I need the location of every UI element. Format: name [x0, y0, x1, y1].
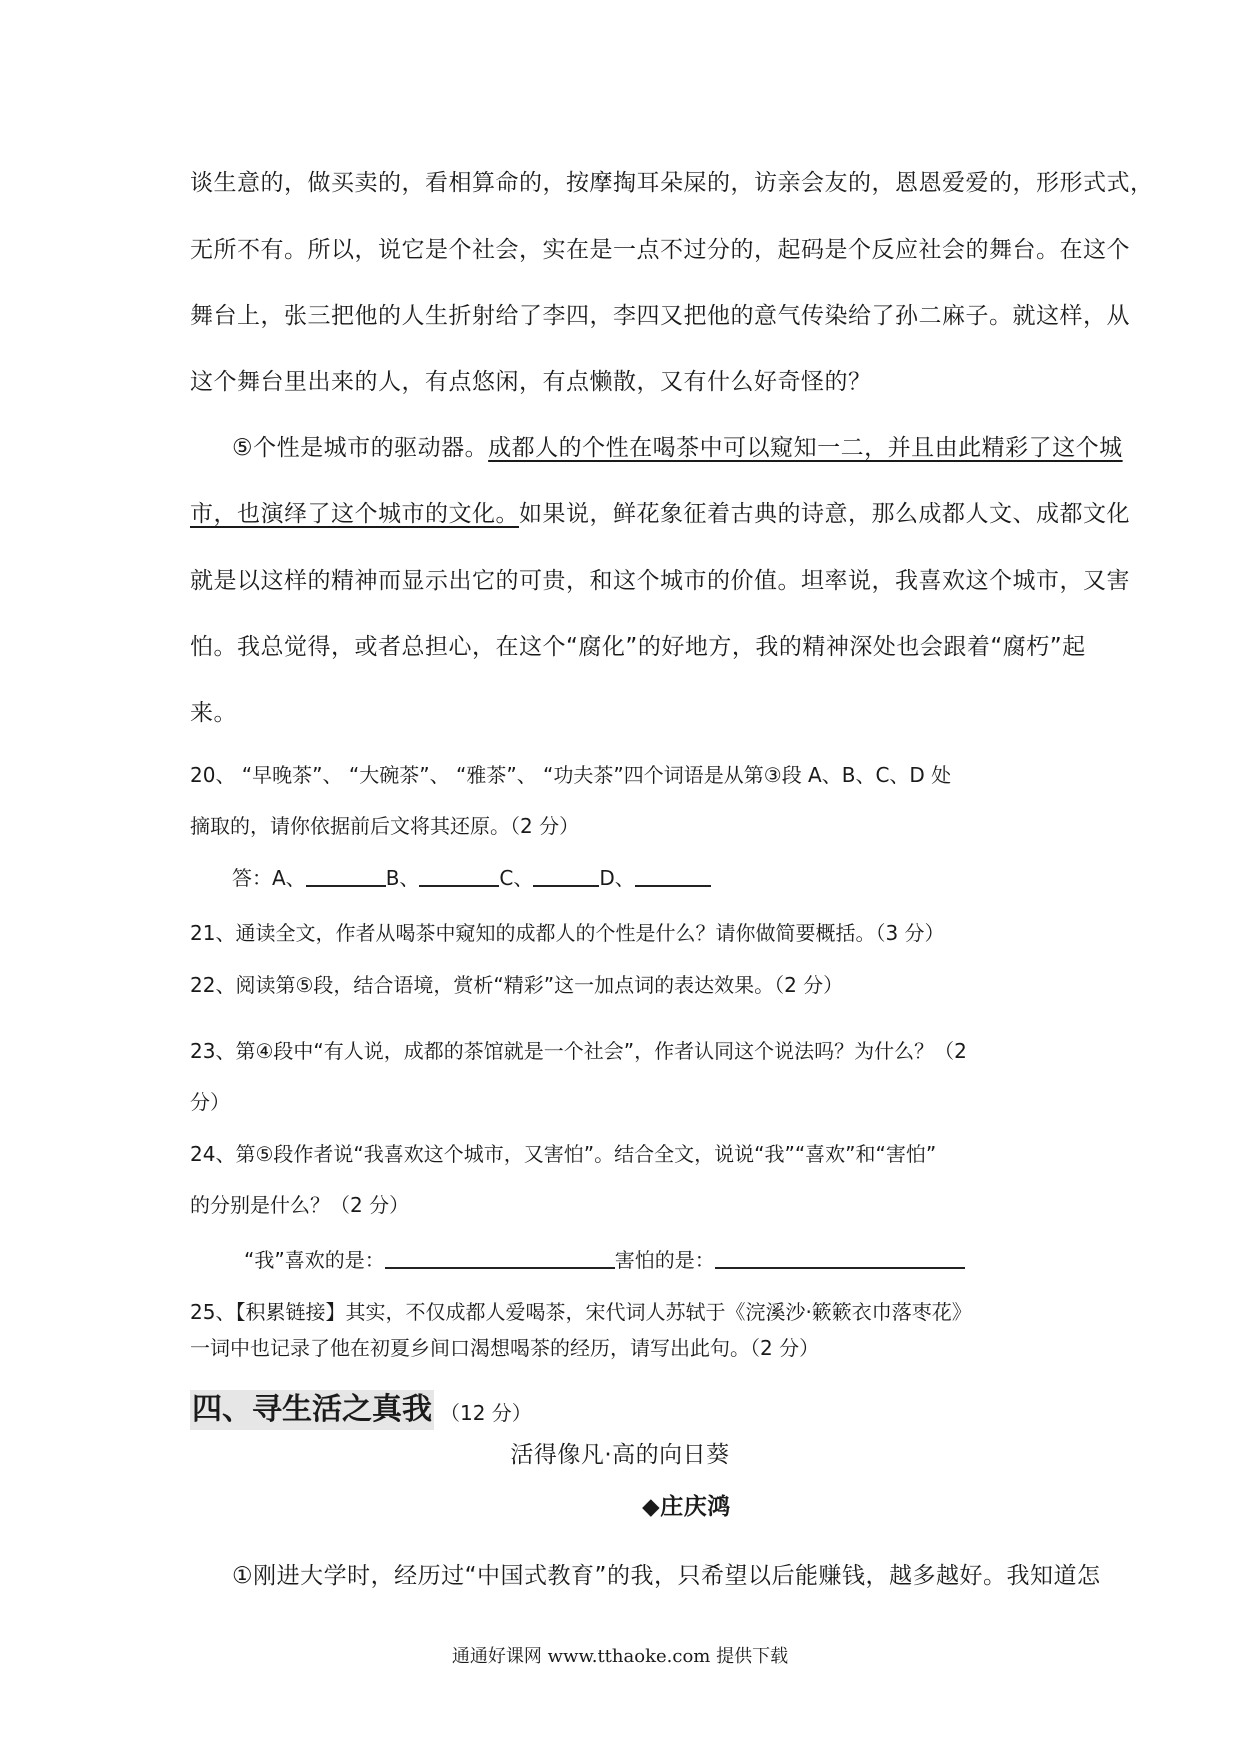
article-author: ◆庄庆鸿: [642, 1494, 731, 1520]
like-label: “我”喜欢的是：: [244, 1248, 385, 1272]
question-21: 21、通读全文，作者从喝茶中窥知的成都人的个性是什么？请你做简要概括。（3 分）: [190, 921, 945, 945]
answer-blank-b[interactable]: [419, 863, 499, 887]
underlined-sentence-end: 市，也演绎了这个城市的文化。: [190, 501, 519, 527]
answer-blank-a[interactable]: [306, 863, 386, 887]
answer-prefix: 答：: [232, 866, 272, 890]
paragraph-5-line-2: [190, 499, 1130, 529]
page-footer: 通通好课网 www.tthaoke.com 提供下载: [451, 1646, 789, 1667]
passage-line: 谈生意的，做买卖的，看相算命的，按摩掏耳朵屎的，访亲会友的，恩恩爱爱的，形形式式，: [190, 170, 1154, 196]
answer-blank-d[interactable]: [635, 863, 711, 887]
article-first-line: ①刚进大学时，经历过“中国式教育”的我，只希望以后能赚钱，越多越好。我知道怎: [232, 1563, 1101, 1589]
passage-line: 舞台上，张三把他的人生折射给了李四，李四又把他的意气传染给了孙二麻子。就这样，从: [190, 303, 1130, 329]
fear-label: 害怕的是：: [614, 1248, 715, 1272]
question-20-cont: 摘取的，请你依据前后文将其还原。（2 分）: [190, 814, 580, 838]
question-25: 25、【积累链接】其实，不仅成都人爱喝茶，宋代词人苏轼于《浣溪沙·簌簌衣巾落枣花》: [190, 1300, 972, 1324]
question-25-cont: 一词中也记录了他在初夏乡间口渴想喝茶的经历，请写出此句。（2 分）: [190, 1336, 820, 1360]
fear-blank[interactable]: [715, 1245, 965, 1269]
paragraph-5-line-1: [232, 433, 1123, 463]
underlined-sentence: 成都人的个性在喝茶中可以窥知一二，并且由此精彩了这个城: [488, 435, 1123, 461]
answer-label-b: B、: [385, 866, 420, 890]
answer-label-a: A、: [272, 866, 306, 890]
section-title: 四、寻生活之真我: [190, 1390, 434, 1430]
question-20: 20、 “早晚茶”、 “大碗茶”、 “雅茶”、 “功夫茶”四个词语是从第③段 A、B、C、D 处: [190, 763, 952, 787]
passage-line: 就是以这样的精神而显示出它的可贵，和这个城市的价值。坦率说，我喜欢这个城市，又害: [190, 568, 1130, 594]
question-24-cont: 的分别是什么？（2 分）: [190, 1193, 410, 1217]
paragraph-5-text: 如果说，鲜花象征着古典的诗意，那么成都人文、成都文化: [519, 501, 1130, 527]
question-24-answer: [244, 1245, 1044, 1275]
passage-line: 怕。我总觉得，或者总担心，在这个“腐化”的好地方，我的精神深处也会跟着“腐朽”起: [190, 634, 1086, 660]
section-score: （12 分）: [440, 1401, 532, 1425]
question-23-cont: 分）: [190, 1090, 230, 1114]
passage-line: 这个舞台里出来的人，有点悠闲，有点懒散，又有什么好奇怪的？: [190, 369, 872, 395]
article-title: 活得像凡·高的向日葵: [510, 1442, 730, 1468]
question-22: 22、阅读第⑤段，结合语境，赏析“精彩”这一加点词的表达效果。（2 分）: [190, 973, 844, 997]
like-blank[interactable]: [385, 1245, 615, 1269]
answer-label-d: D、: [599, 866, 635, 890]
answer-label-c: C、: [499, 866, 534, 890]
passage-line: 来。: [190, 700, 237, 726]
answer-blank-c[interactable]: [533, 863, 599, 887]
question-23: 23、第④段中“有人说，成都的茶馆就是一个社会”，作者认同这个说法吗？为什么？（2: [190, 1039, 967, 1063]
question-24: 24、第⑤段作者说“我喜欢这个城市，又害怕”。结合全文，说说“我”“喜欢”和“害怕”: [190, 1142, 937, 1166]
question-20-answer: [232, 863, 1102, 893]
passage-line: 无所不有。所以，说它是个社会，实在是一点不过分的，起码是个反应社会的舞台。在这个: [190, 237, 1130, 263]
paragraph-5-intro: ⑤个性是城市的驱动器。: [232, 435, 489, 461]
section-heading: [190, 1388, 532, 1430]
